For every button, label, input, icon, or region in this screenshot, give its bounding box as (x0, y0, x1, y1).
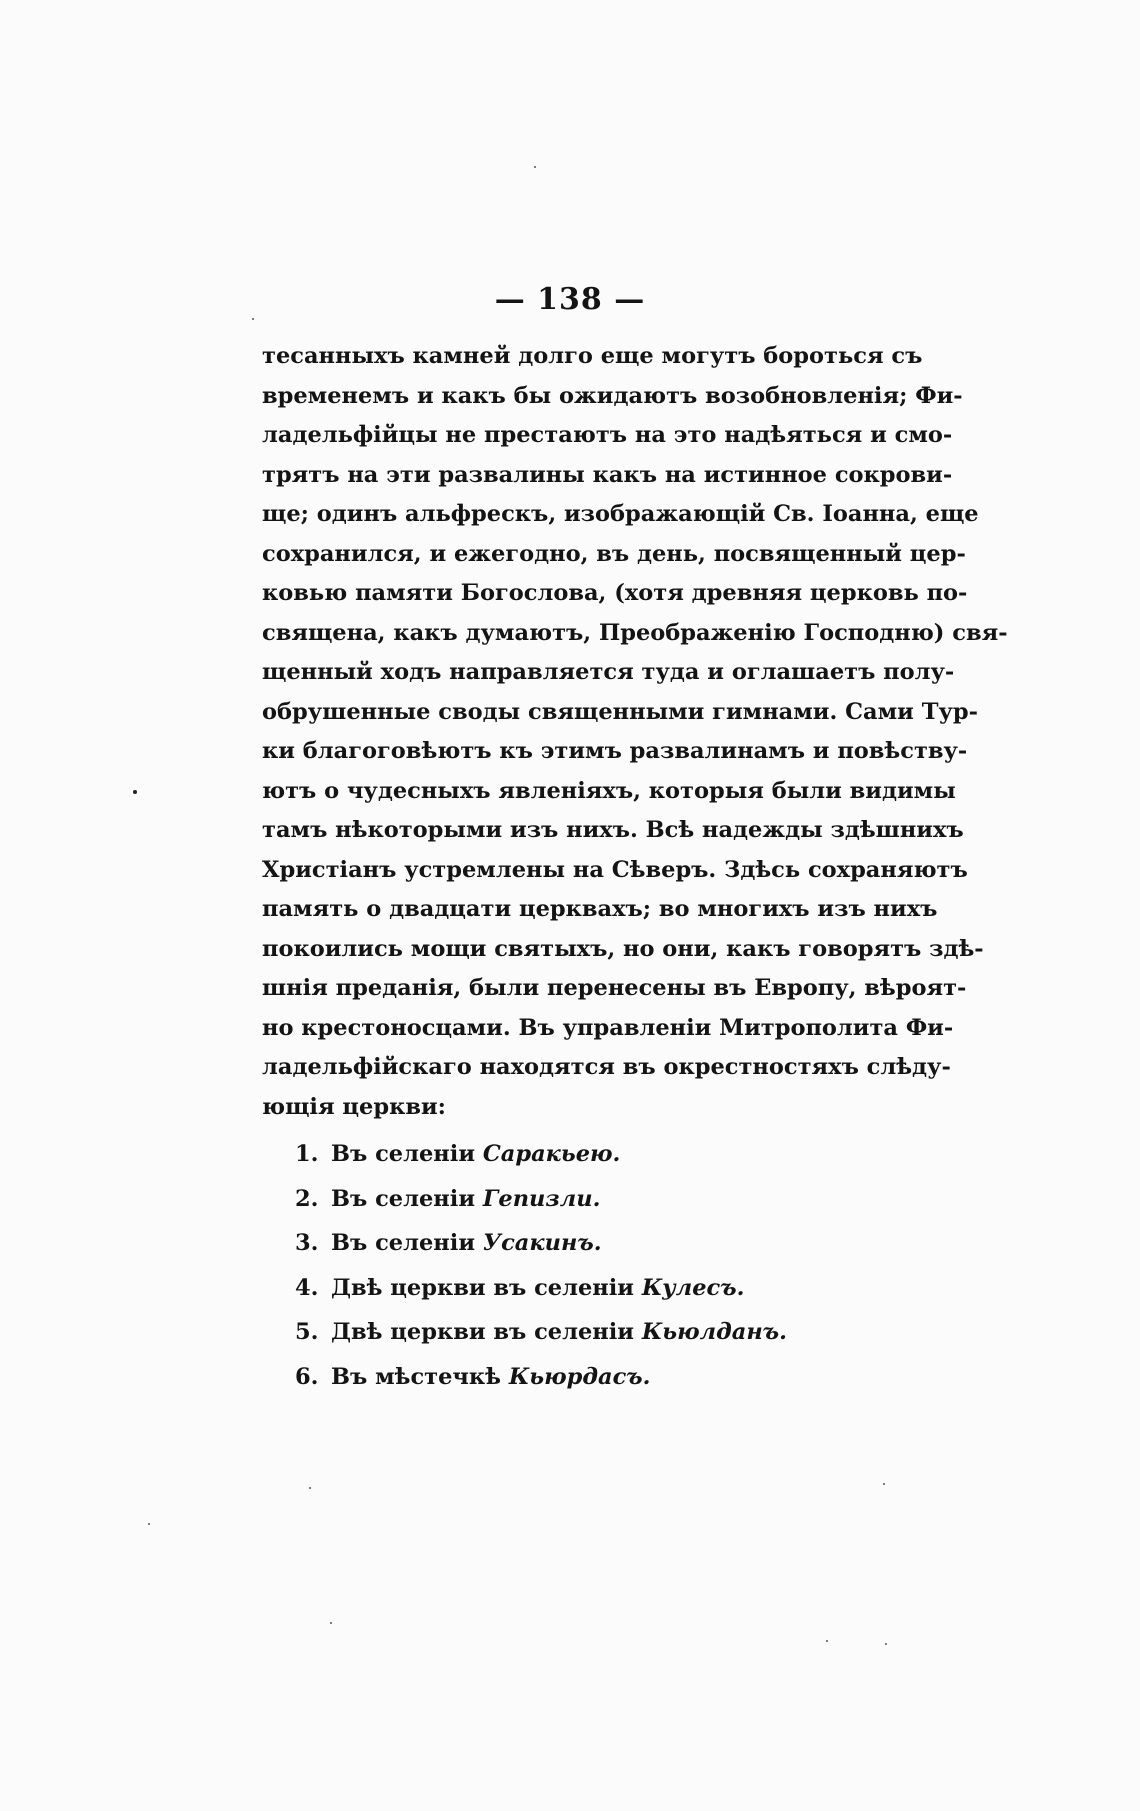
list-text: Въ селеніи (331, 1141, 483, 1167)
scan-speck (252, 318, 254, 320)
churches-list (295, 1132, 895, 1399)
list-number: 6. (295, 1363, 319, 1390)
list-item (295, 1355, 895, 1400)
text-line: трятъ на эти развалины какъ на истинное сокрови- (262, 461, 953, 488)
place-name: Кулесъ. (641, 1274, 745, 1301)
scan-speck (885, 1643, 887, 1645)
text-line: ладельфійскаго находятся въ окрестностяхъ слѣду- (262, 1054, 951, 1080)
text-line: обрушенные своды священными гимнами. Сами Тур- (262, 698, 978, 725)
text-line: Христіанъ устремлены на Сѣверъ. Здѣсь сохраняютъ (262, 856, 968, 883)
text-line: но крестоносцами. Въ управленіи Митрополита Фи- (262, 1014, 954, 1041)
list-text: Въ селеніи (331, 1185, 483, 1212)
text-line: ладельфійцы не престаютъ на это надѣяться и смо- (262, 422, 953, 448)
text-line: память о двадцати церквахъ; во многихъ изъ нихъ (262, 896, 938, 922)
scan-speck (133, 790, 137, 794)
text-line: сохранился, и ежегодно, въ день, посвященный цер- (262, 540, 966, 567)
text-line: тамъ нѣкоторыми изъ нихъ. Всѣ надежды здѣшнихъ (262, 817, 964, 843)
text-line: тесанныхъ камней долго еще могутъ бороться съ (262, 343, 923, 369)
scan-speck (309, 1487, 311, 1489)
place-name: Усакинъ. (482, 1230, 602, 1256)
list-number: 5. (295, 1319, 319, 1345)
text-line: ки благоговѣютъ къ этимъ развалинамъ и повѣству- (262, 738, 968, 764)
list-item (295, 1310, 895, 1355)
list-text: Двѣ церкви въ селеніи (331, 1274, 642, 1301)
page-number: — 138 — (494, 282, 646, 317)
text-line: ще; одинъ альфрескъ, изображающій Св. Іоанна, еще (262, 501, 979, 527)
text-line: шнія преданія, были перенесены въ Европу, вѣроят- (262, 975, 967, 1001)
paragraph (262, 337, 1008, 1127)
list-item (295, 1177, 895, 1222)
place-name: Кьюлданъ. (641, 1319, 787, 1345)
scan-speck (883, 1483, 885, 1485)
text-line: священа, какъ думаютъ, Преображенію Господню) свя- (262, 619, 1008, 646)
text-line: щенный ходъ направляется туда и оглашаетъ полу- (262, 659, 955, 685)
text-line: ющія церкви: (262, 1093, 446, 1120)
list-item (295, 1132, 895, 1177)
text-line: ковью памяти Богослова, (хотя древняя церковь по- (262, 580, 968, 606)
list-text: Въ селеніи (331, 1230, 483, 1256)
text-line: ютъ о чудесныхъ явленіяхъ, которыя были видимы (262, 777, 956, 804)
scan-speck (148, 1523, 150, 1525)
place-name: Саракьею. (482, 1141, 621, 1167)
scan-speck (826, 1640, 828, 1642)
place-name: Кьюрдасъ. (508, 1363, 651, 1390)
list-number: 1. (295, 1141, 319, 1167)
list-item (295, 1221, 895, 1266)
list-number: 2. (295, 1185, 319, 1212)
scan-speck (534, 166, 536, 168)
scan-speck (330, 1622, 332, 1624)
text-line: временемъ и какъ бы ожидаютъ возобновленія; Фи- (262, 382, 963, 409)
list-text: Двѣ церкви въ селеніи (331, 1319, 642, 1345)
list-number: 3. (295, 1230, 319, 1256)
list-item (295, 1266, 895, 1311)
list-text: Въ мѣстечкѣ (331, 1363, 509, 1390)
place-name: Гепизли. (482, 1185, 601, 1212)
list-number: 4. (295, 1274, 319, 1301)
text-line: покоились мощи святыхъ, но они, какъ говорятъ здѣ- (262, 935, 984, 962)
